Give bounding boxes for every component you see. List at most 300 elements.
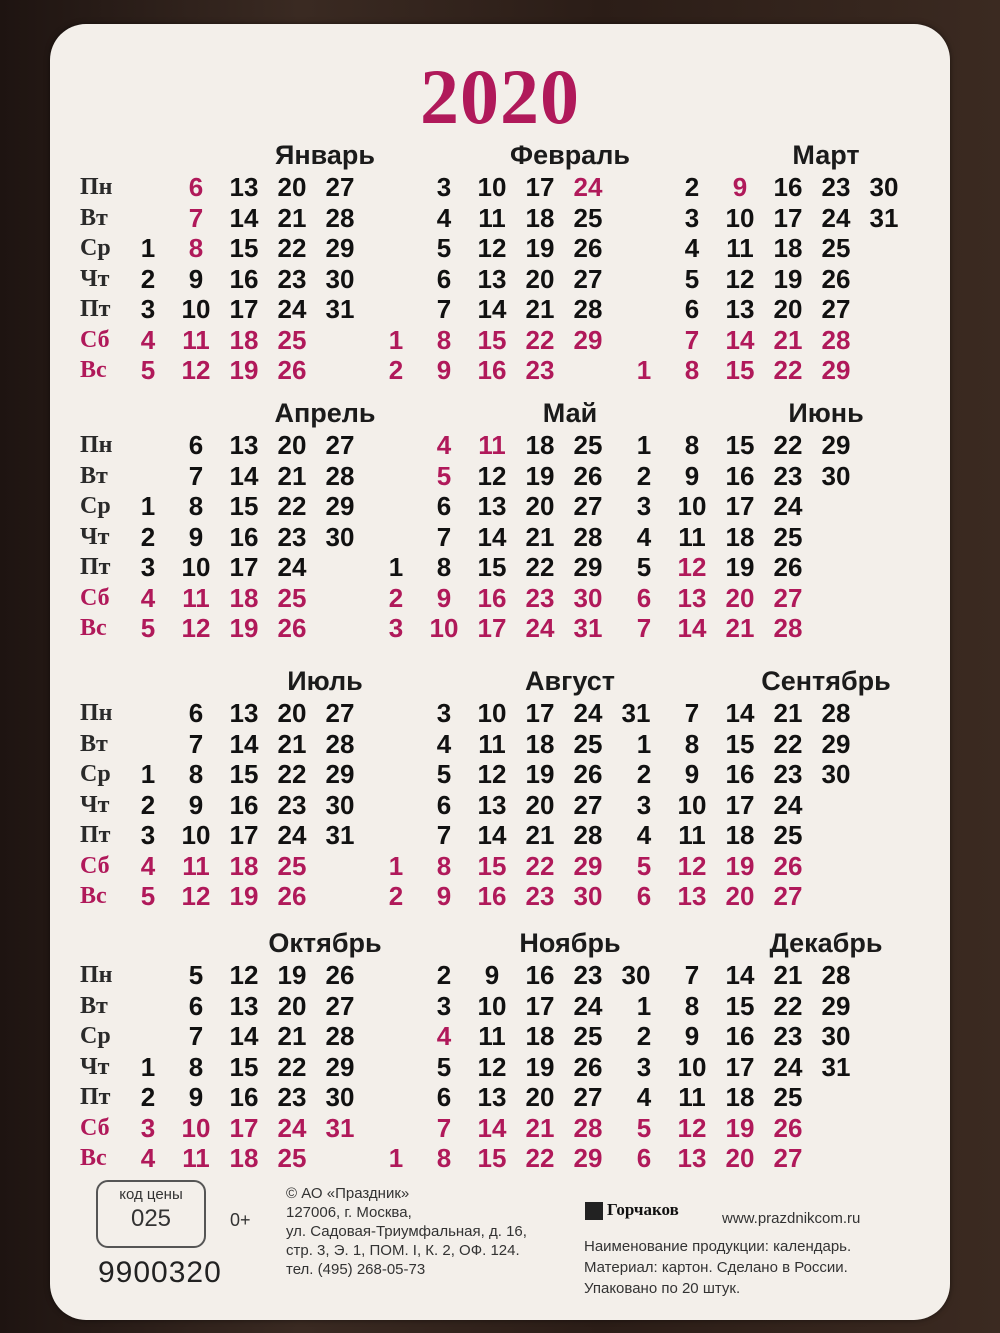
- calendar-day: 9: [188, 1082, 204, 1112]
- calendar-day: 12: [181, 881, 211, 911]
- calendar-day: 5: [436, 759, 452, 789]
- calendar-day: 4: [636, 1082, 652, 1112]
- calendar-day: 3: [140, 294, 156, 324]
- calendar-day: 31: [325, 294, 355, 324]
- calendar-day: 26: [277, 355, 307, 385]
- calendar-day: 14: [477, 521, 507, 552]
- calendar-day: 24: [773, 789, 803, 820]
- month-title: Август: [525, 666, 615, 696]
- calendar-day: 22: [277, 1051, 307, 1082]
- calendar-day: 17: [525, 698, 555, 728]
- calendar-day: 2: [388, 881, 404, 911]
- calendar-day: 14: [725, 324, 755, 355]
- month-title: Ноябрь: [519, 928, 621, 958]
- calendar-day: 12: [477, 1051, 507, 1082]
- calendar-day: 23: [573, 960, 603, 990]
- month-title: Январь: [274, 140, 376, 170]
- weekday-label: Пт: [80, 554, 111, 580]
- calendar-day: 24: [573, 172, 603, 202]
- calendar-day: 20: [773, 294, 803, 324]
- calendar-day: 9: [732, 172, 748, 202]
- calendar-day: 16: [229, 263, 259, 294]
- calendar-day: 1: [636, 990, 652, 1021]
- calendar-day: 18: [229, 582, 259, 613]
- calendar-day: 1: [636, 728, 652, 759]
- calendar-day: 8: [188, 759, 204, 789]
- calendar-day: 11: [478, 728, 506, 759]
- calendar-day: 21: [773, 324, 803, 355]
- calendar-day: 22: [525, 850, 555, 881]
- calendar-day: 20: [525, 1082, 555, 1112]
- calendar-day: 10: [181, 1112, 211, 1143]
- calendar-day: 4: [436, 728, 452, 759]
- calendar-day: 19: [229, 881, 259, 911]
- calendar-day: 5: [188, 960, 204, 990]
- calendar-day: 10: [429, 613, 459, 643]
- calendar-day: 29: [821, 728, 851, 759]
- calendar-day: 9: [188, 789, 204, 820]
- calendar-day: 31: [621, 698, 651, 728]
- calendar-day: 18: [725, 521, 755, 552]
- calendar-day: 23: [277, 521, 307, 552]
- calendar-day: 4: [436, 430, 452, 460]
- calendar-day: 9: [188, 263, 204, 294]
- calendar-day: 24: [573, 990, 603, 1021]
- calendar-day: 9: [684, 460, 700, 491]
- calendar-day: 10: [477, 698, 507, 728]
- year-title: 2020: [420, 53, 580, 140]
- calendar-day: 16: [525, 960, 555, 990]
- calendar-day: 3: [684, 202, 700, 233]
- calendar-day: 22: [773, 990, 803, 1021]
- calendar-day: 25: [773, 820, 803, 850]
- calendar-day: 9: [436, 881, 452, 911]
- calendar-day: 23: [773, 759, 803, 789]
- calendar-day: 28: [821, 698, 851, 728]
- calendar-day: 22: [525, 324, 555, 355]
- publisher-info: [286, 1184, 527, 1279]
- calendar-day: 27: [325, 430, 355, 460]
- calendar-day: 18: [725, 820, 755, 850]
- calendar-day: 20: [277, 698, 307, 728]
- calendar-day: 3: [636, 491, 652, 521]
- calendar-day: 21: [277, 460, 307, 491]
- calendar-day: 6: [188, 990, 204, 1021]
- calendar-day: 3: [636, 789, 652, 820]
- calendar-day: 26: [573, 1051, 603, 1082]
- calendar-day: 14: [477, 1112, 507, 1143]
- calendar-day: 8: [188, 233, 204, 263]
- calendar-day: 24: [821, 202, 851, 233]
- publisher-line: ул. Садовая-Триумфальная, д. 16,: [286, 1223, 527, 1240]
- calendar-day: 2: [388, 355, 404, 385]
- calendar-day: 1: [140, 491, 156, 521]
- calendar-day: 7: [436, 1112, 452, 1143]
- calendar-day: 27: [573, 789, 603, 820]
- calendar-day: 7: [684, 960, 700, 990]
- calendar-day: 17: [477, 613, 507, 643]
- calendar-day: 27: [821, 294, 851, 324]
- calendar-day: 4: [140, 850, 156, 881]
- calendar-day: 21: [525, 820, 555, 850]
- calendar-day: 19: [525, 233, 555, 263]
- calendar-day: 11: [478, 430, 506, 460]
- calendar-day: 26: [573, 759, 603, 789]
- brand-name: Горчаков: [607, 1200, 679, 1219]
- weekday-label: Вт: [80, 462, 108, 489]
- calendar-day: 17: [725, 491, 755, 521]
- calendar-day: 31: [325, 820, 355, 850]
- calendar-day: 13: [229, 990, 259, 1021]
- calendar-day: 27: [325, 172, 355, 202]
- calendar-day: 18: [229, 850, 259, 881]
- calendar-day: 3: [436, 698, 452, 728]
- calendar-day: 3: [140, 552, 156, 582]
- calendar-day: 28: [325, 728, 355, 759]
- publisher-line: 127006, г. Москва,: [286, 1204, 412, 1221]
- weekday-label: Пт: [80, 1084, 111, 1110]
- calendar-day: 30: [325, 263, 355, 294]
- calendar-day: 12: [181, 355, 211, 385]
- calendar-day: 21: [277, 1021, 307, 1051]
- calendar-day: 18: [525, 728, 555, 759]
- calendar-day: 19: [277, 960, 307, 990]
- calendar-day: 19: [725, 1112, 755, 1143]
- calendar-day: 3: [140, 1112, 156, 1143]
- calendar-day: 17: [229, 552, 259, 582]
- calendar-day: 3: [388, 613, 404, 643]
- weekday-label: Ср: [80, 493, 111, 519]
- calendar-day: 16: [477, 582, 507, 613]
- calendar-day: 14: [229, 728, 259, 759]
- calendar-day: 15: [725, 728, 755, 759]
- month-title: Июль: [287, 666, 363, 696]
- calendar-day: 7: [188, 202, 204, 233]
- calendar-day: 15: [477, 324, 507, 355]
- calendar-day: 12: [677, 850, 707, 881]
- month-title: Сентябрь: [761, 666, 891, 696]
- calendar-day: 23: [277, 263, 307, 294]
- calendar-day: 30: [869, 172, 899, 202]
- calendar-day: 21: [277, 202, 307, 233]
- calendar-day: 14: [725, 960, 755, 990]
- calendar-day: 31: [573, 613, 603, 643]
- calendar-day: 23: [277, 1082, 307, 1112]
- calendar-day: 1: [140, 759, 156, 789]
- weekday-label: Ср: [80, 1023, 111, 1049]
- calendar-day: 30: [325, 1082, 355, 1112]
- calendar-day: 13: [677, 1143, 707, 1173]
- calendar-day: 14: [229, 202, 259, 233]
- calendar-day: 29: [573, 1143, 603, 1173]
- calendar-day: 28: [573, 820, 603, 850]
- calendar-day: 10: [677, 789, 707, 820]
- calendar-day: 5: [636, 850, 652, 881]
- calendar-day: 14: [477, 294, 507, 324]
- calendar-day: 11: [478, 202, 506, 233]
- calendar-day: 24: [773, 491, 803, 521]
- calendar-day: 29: [325, 759, 355, 789]
- calendar-day: 24: [573, 698, 603, 728]
- calendar-day: 24: [277, 1112, 307, 1143]
- calendar-day: 15: [477, 850, 507, 881]
- website: www.prazdnikcom.ru: [722, 1210, 861, 1227]
- calendar-day: 26: [773, 850, 803, 881]
- barcode-number: 9900320: [98, 1256, 222, 1289]
- calendar-day: 6: [636, 1143, 652, 1173]
- calendar-day: 8: [684, 728, 700, 759]
- calendar-day: 11: [182, 1143, 210, 1173]
- calendar-day: 14: [477, 820, 507, 850]
- brand-logo: [585, 1200, 679, 1220]
- calendar-day: 2: [436, 960, 452, 990]
- calendar-day: 20: [525, 263, 555, 294]
- calendar-day: 8: [436, 552, 452, 582]
- calendar-day: 21: [525, 1112, 555, 1143]
- calendar-day: 21: [525, 294, 555, 324]
- calendar-day: 7: [684, 324, 700, 355]
- calendar-day: 22: [277, 759, 307, 789]
- calendar-day: 19: [725, 552, 755, 582]
- calendar-day: 1: [388, 1143, 404, 1173]
- calendar-day: 15: [229, 759, 259, 789]
- calendar-day: 17: [725, 789, 755, 820]
- calendar-day: 13: [229, 172, 259, 202]
- calendar-day: 29: [573, 324, 603, 355]
- calendar-day: 23: [277, 789, 307, 820]
- calendar-day: 28: [573, 521, 603, 552]
- calendar-day: 6: [436, 263, 452, 294]
- calendar-day: 28: [325, 1021, 355, 1051]
- calendar-day: 15: [229, 491, 259, 521]
- weekday-label: Сб: [80, 584, 110, 611]
- calendar-day: 22: [525, 1143, 555, 1173]
- calendar-day: 14: [725, 698, 755, 728]
- calendar-day: 16: [725, 759, 755, 789]
- calendar-day: 14: [229, 1021, 259, 1051]
- calendar-day: 11: [182, 582, 210, 613]
- calendar-day: 11: [678, 1082, 706, 1112]
- calendar-day: 28: [325, 202, 355, 233]
- calendar-day: 25: [277, 582, 307, 613]
- calendar-day: 22: [277, 233, 307, 263]
- month-title: Декабрь: [769, 928, 883, 958]
- calendar-day: 28: [573, 1112, 603, 1143]
- calendar-day: 4: [436, 1021, 452, 1051]
- calendar-card: [50, 24, 950, 1320]
- calendar-day: 25: [573, 202, 603, 233]
- calendar-day: 21: [725, 613, 755, 643]
- calendar-day: 9: [436, 355, 452, 385]
- weekday-label: Сб: [80, 326, 110, 353]
- calendar-day: 30: [325, 789, 355, 820]
- calendar-day: 29: [821, 355, 851, 385]
- calendar-day: 18: [229, 1143, 259, 1173]
- calendar-day: 30: [573, 582, 603, 613]
- calendar-day: 7: [636, 613, 652, 643]
- calendar-day: 12: [477, 759, 507, 789]
- calendar-day: 27: [325, 698, 355, 728]
- calendar-day: 11: [678, 820, 706, 850]
- calendar-day: 4: [140, 1143, 156, 1173]
- calendar-day: 20: [725, 582, 755, 613]
- publisher-line: тел. (495) 268-05-73: [286, 1261, 426, 1278]
- calendar-day: 7: [188, 1021, 204, 1051]
- calendar-day: 15: [229, 233, 259, 263]
- calendar-day: 23: [525, 582, 555, 613]
- calendar-day: 2: [636, 759, 652, 789]
- calendar-day: 6: [188, 172, 204, 202]
- calendar-day: 2: [140, 1082, 156, 1112]
- info-line: Материал: картон. Сделано в России.: [584, 1259, 848, 1276]
- calendar-day: 6: [436, 1082, 452, 1112]
- calendar-day: 29: [821, 430, 851, 460]
- calendar-day: 6: [684, 294, 700, 324]
- calendar-day: 3: [140, 820, 156, 850]
- calendar-day: 19: [725, 850, 755, 881]
- calendar-day: 28: [821, 324, 851, 355]
- calendar-day: 24: [277, 820, 307, 850]
- calendar-day: 9: [684, 1021, 700, 1051]
- calendar-day: 2: [636, 1021, 652, 1051]
- calendar-day: 13: [677, 582, 707, 613]
- calendar-day: 1: [388, 552, 404, 582]
- calendar-day: 20: [277, 990, 307, 1021]
- calendar-day: 4: [140, 582, 156, 613]
- calendar-day: 13: [229, 698, 259, 728]
- calendar-day: 25: [821, 233, 851, 263]
- calendar-day: 14: [229, 460, 259, 491]
- calendar-day: 25: [573, 430, 603, 460]
- calendar-day: 20: [525, 491, 555, 521]
- calendar-day: 27: [773, 582, 803, 613]
- calendar-day: 12: [725, 263, 755, 294]
- calendar-day: 24: [277, 552, 307, 582]
- month-title: Февраль: [510, 140, 630, 170]
- calendar-day: 8: [436, 1143, 452, 1173]
- calendar-day: 25: [573, 728, 603, 759]
- info-line: Наименование продукции: календарь.: [584, 1238, 852, 1255]
- calendar-day: 30: [573, 881, 603, 911]
- calendar-day: 31: [869, 202, 899, 233]
- calendar-day: 22: [773, 355, 803, 385]
- calendar-day: 23: [773, 1021, 803, 1051]
- calendar-day: 28: [325, 460, 355, 491]
- calendar-day: 7: [188, 460, 204, 491]
- calendar-day: 31: [325, 1112, 355, 1143]
- weekday-label: Ср: [80, 235, 111, 261]
- calendar-day: 8: [684, 355, 700, 385]
- product-info: [584, 1236, 851, 1299]
- calendar-day: 17: [725, 1051, 755, 1082]
- weekday-label: Пт: [80, 296, 111, 322]
- calendar-day: 1: [636, 430, 652, 460]
- calendar-day: 26: [277, 613, 307, 643]
- calendar-day: 1: [140, 1051, 156, 1082]
- calendar-day: 23: [525, 355, 555, 385]
- calendar-day: 23: [525, 881, 555, 911]
- price-code-label: код цены: [119, 1186, 183, 1203]
- calendar-day: 8: [436, 850, 452, 881]
- calendar-day: 12: [677, 1112, 707, 1143]
- calendar-day: 18: [525, 430, 555, 460]
- calendar-day: 26: [573, 460, 603, 491]
- calendar-day: 15: [725, 990, 755, 1021]
- calendar-day: 24: [277, 294, 307, 324]
- calendar-day: 4: [684, 233, 700, 263]
- calendar-day: 3: [636, 1051, 652, 1082]
- calendar-day: 5: [636, 1112, 652, 1143]
- weekday-label: Чт: [80, 265, 110, 292]
- calendar-day: 25: [773, 1082, 803, 1112]
- calendar-day: 27: [573, 263, 603, 294]
- calendar-day: 25: [773, 521, 803, 552]
- calendar-day: 18: [773, 233, 803, 263]
- calendar-day: 24: [525, 613, 555, 643]
- weekday-label: Пн: [80, 962, 113, 988]
- calendar-day: 17: [229, 820, 259, 850]
- calendar-day: 13: [477, 789, 507, 820]
- calendar-day: 16: [229, 789, 259, 820]
- calendar-day: 5: [140, 355, 156, 385]
- calendar-day: 7: [684, 698, 700, 728]
- calendar-day: 19: [229, 355, 259, 385]
- calendar-day: 20: [525, 789, 555, 820]
- calendar-day: 3: [436, 172, 452, 202]
- calendar-day: 16: [773, 172, 803, 202]
- calendar-day: 5: [140, 881, 156, 911]
- calendar-day: 9: [484, 960, 500, 990]
- calendar-day: 10: [181, 820, 211, 850]
- calendar-day: 5: [436, 460, 452, 491]
- calendar-day: 15: [477, 552, 507, 582]
- weekday-label: Пн: [80, 700, 113, 726]
- calendar-day: 9: [188, 521, 204, 552]
- calendar-day: 2: [684, 172, 700, 202]
- price-code-value: 025: [130, 1205, 172, 1232]
- calendar-day: 10: [181, 294, 211, 324]
- calendar-day: 19: [525, 460, 555, 491]
- calendar-day: 25: [277, 324, 307, 355]
- weekday-label: Сб: [80, 1114, 110, 1141]
- info-line: Упаковано по 20 штук.: [584, 1280, 741, 1297]
- month-title: Июнь: [788, 398, 864, 428]
- calendar-day: 30: [821, 460, 851, 491]
- calendar-day: 5: [684, 263, 700, 294]
- calendar-day: 16: [229, 521, 259, 552]
- calendar-day: 5: [636, 552, 652, 582]
- calendar-day: 30: [325, 521, 355, 552]
- weekday-label: Пт: [80, 822, 111, 848]
- calendar-day: 2: [388, 582, 404, 613]
- calendar-day: 25: [573, 1021, 603, 1051]
- month-title: Май: [542, 398, 598, 428]
- calendar-day: 13: [477, 491, 507, 521]
- calendar-day: 5: [140, 613, 156, 643]
- calendar-day: 2: [140, 521, 156, 552]
- calendar-day: 30: [621, 960, 651, 990]
- calendar-day: 23: [821, 172, 851, 202]
- calendar-day: 16: [477, 881, 507, 911]
- calendar-day: 16: [477, 355, 507, 385]
- calendar-day: 9: [436, 582, 452, 613]
- calendar-day: 17: [525, 990, 555, 1021]
- calendar-day: 13: [477, 1082, 507, 1112]
- calendar-day: 7: [188, 728, 204, 759]
- calendar-day: 31: [821, 1051, 851, 1082]
- calendar-day: 10: [477, 172, 507, 202]
- calendar-day: 12: [477, 460, 507, 491]
